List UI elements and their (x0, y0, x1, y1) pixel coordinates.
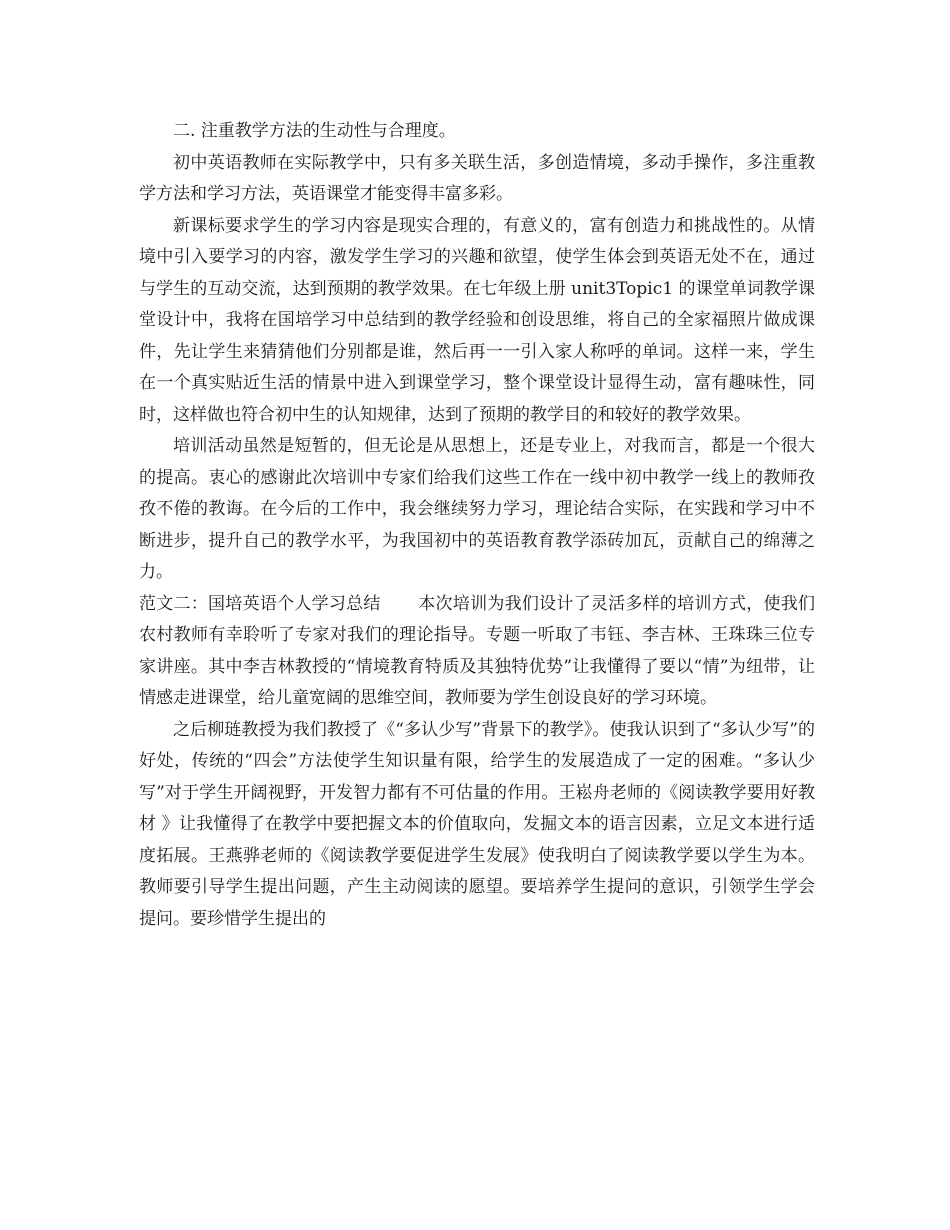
paragraph-new-curriculum: 新课标要求学生的学习内容是现实合理的，有意义的，富有创造力和挑战性的。从情境中引入要学习的内容，激发学生学习的兴趣和欲望，使学生体会到英语无处不在，通过与学生的互动交流，达到预期的教学效果。在七年级上册 unit3Topic1 的课堂单词教学课堂设计中，我将在国培学习中总结到的教学经验和创设思维，将自己的全家福照片做成课件，先让学生来猜猜他们分别都是谁，然后再一一引入家人称呼的单词。这样一来，学生在一个真实贴近生活的情景中进入到课堂学习，整个课堂设计显得生动，富有趣味性，同时，这样做也符合初中生的认知规律，达到了预期的教学目的和较好的教学效果。 (139, 215, 815, 425)
sample-two-title: 范文二：国培英语个人学习总结 (139, 593, 381, 614)
paragraph-sample-two (139, 589, 815, 715)
paragraph-teaching-methods: 初中英语教师在实际教学中，只有多关联生活，多创造情境，多动手操作，多注重教学方法和学习方法，英语课堂才能变得丰富多彩。 (139, 152, 815, 204)
paragraph-training-reflection: 培训活动虽然是短暂的，但无论是从思想上，还是专业上，对我而言，都是一个很大的提高。衷心的感谢此次培训中专家们给我们这些工作在一线中初中教学一线上的教师孜孜不倦的教诲。在今后的工作中，我会继续努力学习，理论结合实际，在实践和学习中不断进步，提升自己的教学水平，为我国初中的英语教育教学添砖加瓦，贡献自己的绵薄之力。 (139, 436, 815, 582)
paragraph-lectures: 之后柳琏教授为我们教授了《“多认少写”背景下的教学》。使我认识到了“多认少写”的好处，传统的“四会”方法使学生知识量有限，给学生的发展造成了一定的困难。“多认少写”对于学生开阔视野，开发智力都有不可估量的作用。王崧舟老师的《阅读教学要用好教材 》让我懂得了在教学中要把握文本的价值取向，发掘文本的语言因素，立足文本进行适度拓展。王燕骅老师的《阅读教学要促进学生发展》使我明白了阅读教学要以学生为本。教师要引导学生提出问题，产生主动阅读的愿望。要培养学生提问的意识，引领学生学会提问。要珍惜学生提出的 (139, 719, 815, 929)
document-body (139, 116, 815, 935)
section-heading: 二. 注重教学方法的生动性与合理度。 (173, 121, 456, 141)
sample-two-body: 本次培训为我们设计了灵活多样的培训方式，使我们农村教师有幸聆听了专家对我们的理论指导。专题一听取了韦钰、李吉林、王珠珠三位专家讲座。其中李吉林教授的“情境教育特质及其独特优势”让我懂得了要以“情”为纽带，让情感走进课堂，给儿童宽阔的思维空间，教师要为学生创设良好的学习环境。 (139, 593, 816, 708)
